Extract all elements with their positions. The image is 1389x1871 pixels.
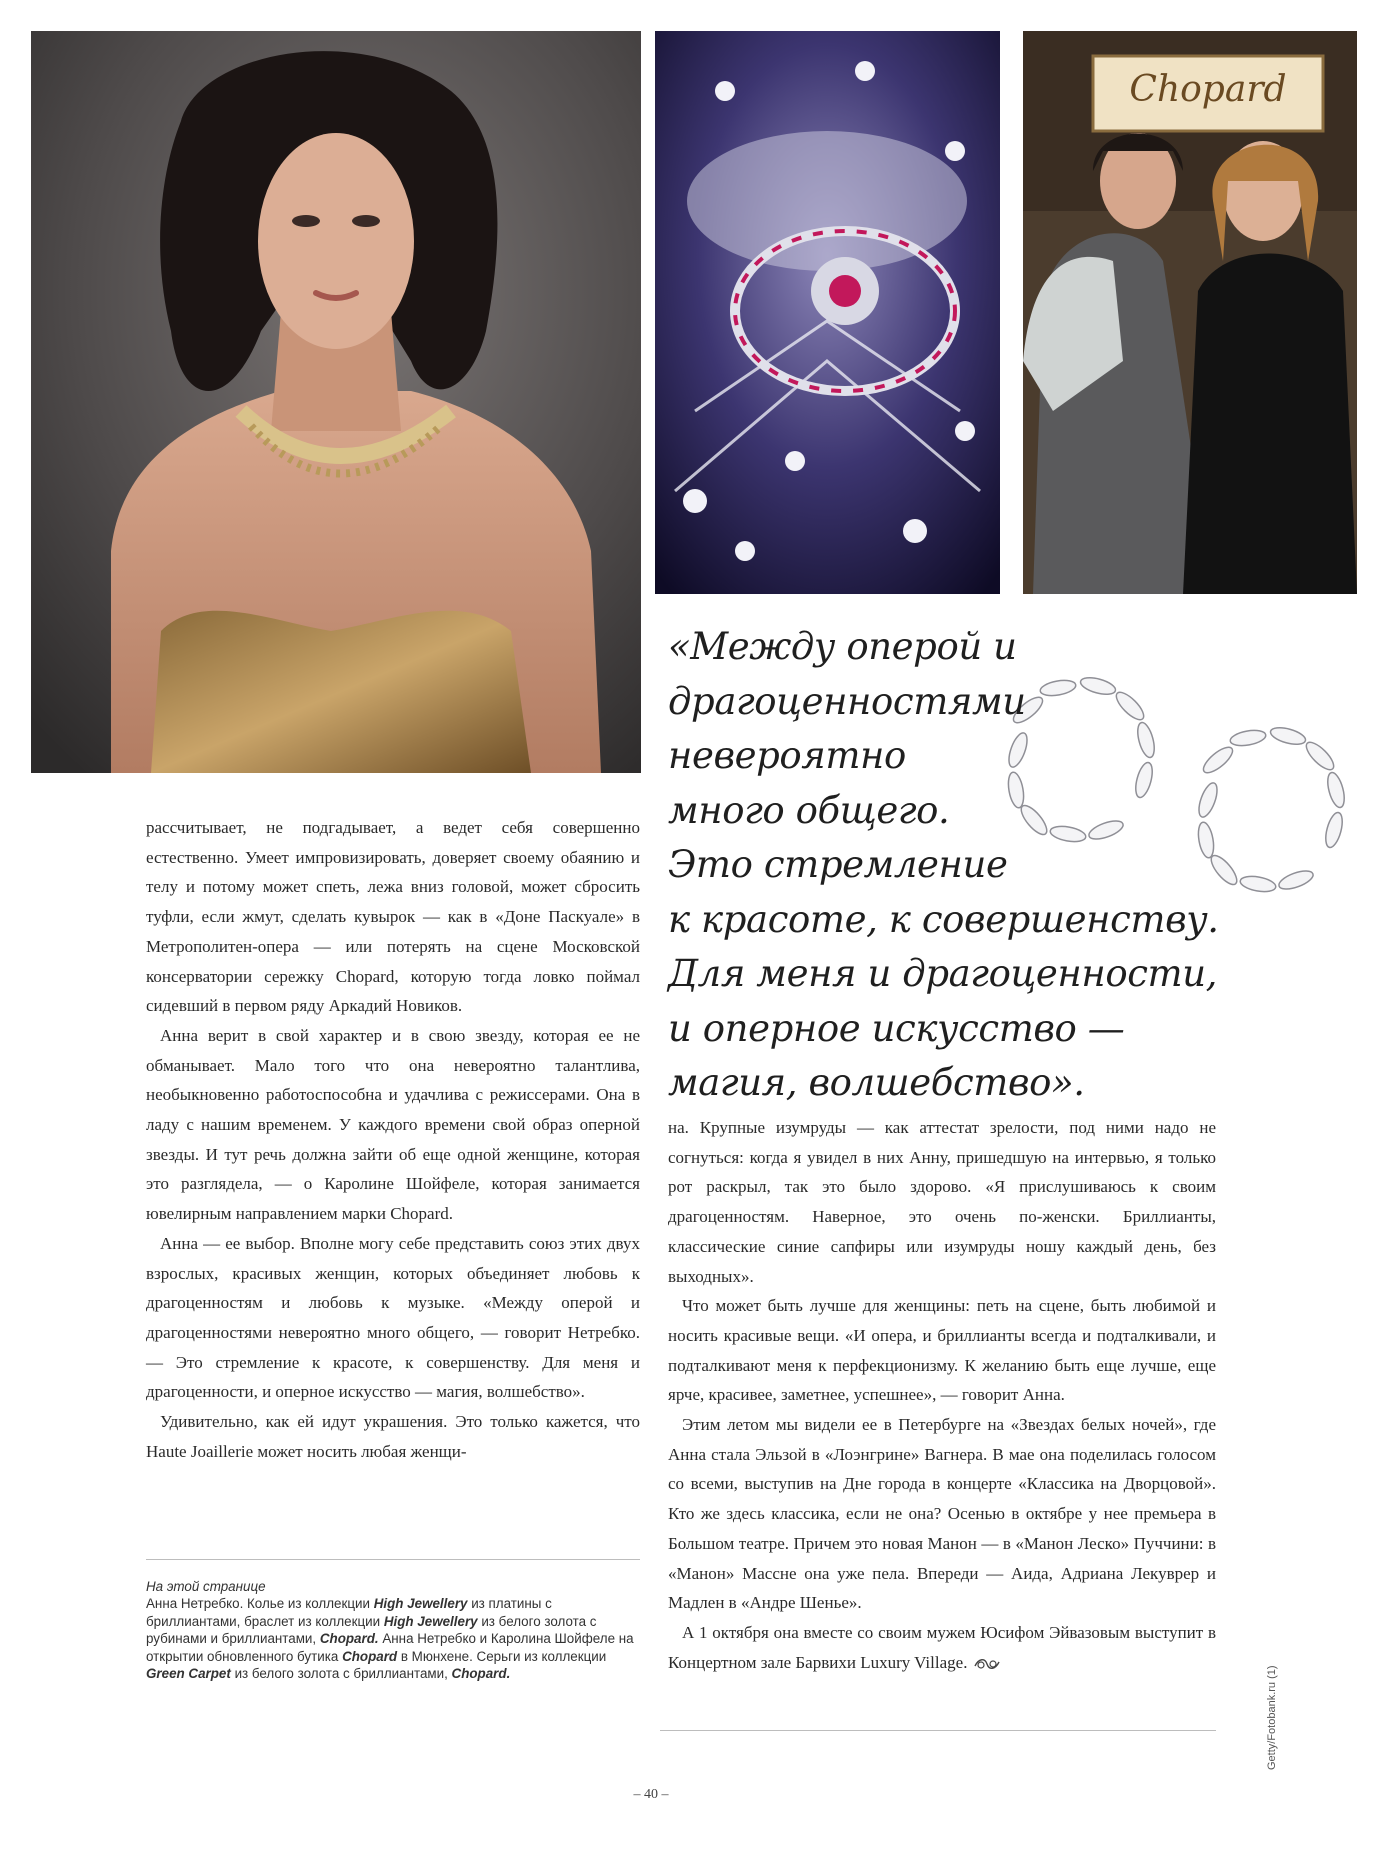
quote-line: много общего. [668,788,950,832]
body-paragraph: рассчитывает, не подгадывает, а ведет себя совершенно естественно. Умеет импровизировать, доверяет своему обаянию и телу и потому может спеть, лежа вниз головой, может сбросить туфли, если жмут, сделать кувырок — как в «Доне Паскуале» в Метрополитен-опера — или потерять на сцене Московской консерватории сережку Chopard, которую тогда ловко поймал сидевший в первом ряду Аркадий Новиков. [146,818,640,1016]
caption-rule [146,1559,640,1560]
photo-credit: Getty/Fotobank.ru (1) [1266,1665,1278,1770]
quote-line: к красоте, к совершенству. [668,897,1219,941]
quote-line: драгоценностями [668,679,1026,723]
right-column-rule [660,1730,1216,1731]
body-paragraph: Удивительно, как ей идут украшения. Это только кажется, что Haute Joaillerie может носить любая женщи- [146,1412,640,1461]
body-paragraph: Этим летом мы видели ее в Петербурге на «Звездах белых ночей», где Анна стала Эльзой в «Лоэнгрине» Вагнера. В мае она поделилась голосом со всеми, выступив на Дне города в концерте «Классика на Дворцовой». Кто же здесь классика, если не она? Осенью в октябре у нее премьера в Большом театре. Причем это новая Манон — в «Манон Леско» Пуччини: в «Манон» Массне она уже пела. Впереди — Аида, Адриана Лекуврер и Мадлен в «Андре Шенье». [668,1415,1216,1613]
quote-line: магия, волшебство». [668,1061,1085,1104]
quote-line: невероятно [668,734,906,777]
quote-line: и оперное искусство — [668,1006,1125,1050]
portrait-photo [31,31,641,773]
body-paragraph [668,1618,1216,1677]
quote-line: Для меня и драгоценности, [668,952,1217,995]
caption-title: На этой странице [146,1579,266,1594]
caption-text: Анна Нетребко. Колье из коллекции High Jewellery из платины с бриллиантами, браслет из коллекции High Jewellery из белого золота с рубинами и бриллиантами, Chopard. Анна Нетребко и Каролина Шойфеле на открытии обновленного бутика Chopard в Мюнхене. Серьги из коллекции Green Carpet из белого золота с бриллиантами, Chopard. [146,1596,634,1682]
boutique-photo [1023,31,1357,594]
quote-line: Это стремление [668,843,1008,886]
end-mark-icon [973,1658,1003,1670]
left-column [146,813,640,1466]
right-column [668,1113,1216,1677]
body-paragraph: Что может быть лучше для женщины: петь на сцене, быть любимой и носить красивые вещи. «И опера, и бриллианты всегда и подталкивали, и подталкивают меня к перфекционизму. К желанию быть еще лучше, еще ярче, красивее, заметнее, успешнее», — говорит Анна. [668,1296,1216,1405]
body-paragraph: Анна — ее выбор. Вполне могу себе представить союз этих двух взрослых, красивых женщин, которых объединяет любовь к драгоценностям и любовь к музыке. «Между оперой и драгоценностями невероятно много общего, — говорит Нетребко. — Это стремление к красоте, к совершенству. Для меня и драгоценности, и оперное искусство — магия, волшебство». [146,1233,640,1402]
last-paragraph-text: А 1 октября она вместе со своим мужем Юсифом Эйвазовым выступит в Концертном зале Барвихи Luxury Village. [668,1622,1216,1672]
page-number: – 40 – [633,1787,669,1802]
photo-caption [146,1578,640,1682]
body-paragraph: на. Крупные изумруды — как аттестат зрелости, под ними надо не согнуться: когда я увидел в них Анну, пришедшую на интервью, я только рот раскрыл, так это было здорово. «Я прислушиваюсь к своим драгоценностям. Наверное, это очень по-женски. Бриллианты, классические синие сапфиры или изумруды ношу каждый день, без выходных». [668,1118,1216,1286]
pull-quote [668,620,1219,1111]
bracelet-photo [655,31,1000,594]
chopard-sign: Chopard [1129,69,1287,110]
body-paragraph: Анна верит в свой характер и в свою звезду, которая ее не обманывает. Мало того что она невероятно талантлива, необыкновенно работоспособна и удачлива с режиссерами. Она в ладу с нашим временем. У каждого времени свой образ оперной звезды. И тут речь должна зайти об еще одной женщине, которая это разглядела, — о Каролине Шойфеле, которая занимается ювелирным направлением марки Chopard. [146,1025,640,1224]
quote-line: «Между оперой и [668,625,1017,668]
